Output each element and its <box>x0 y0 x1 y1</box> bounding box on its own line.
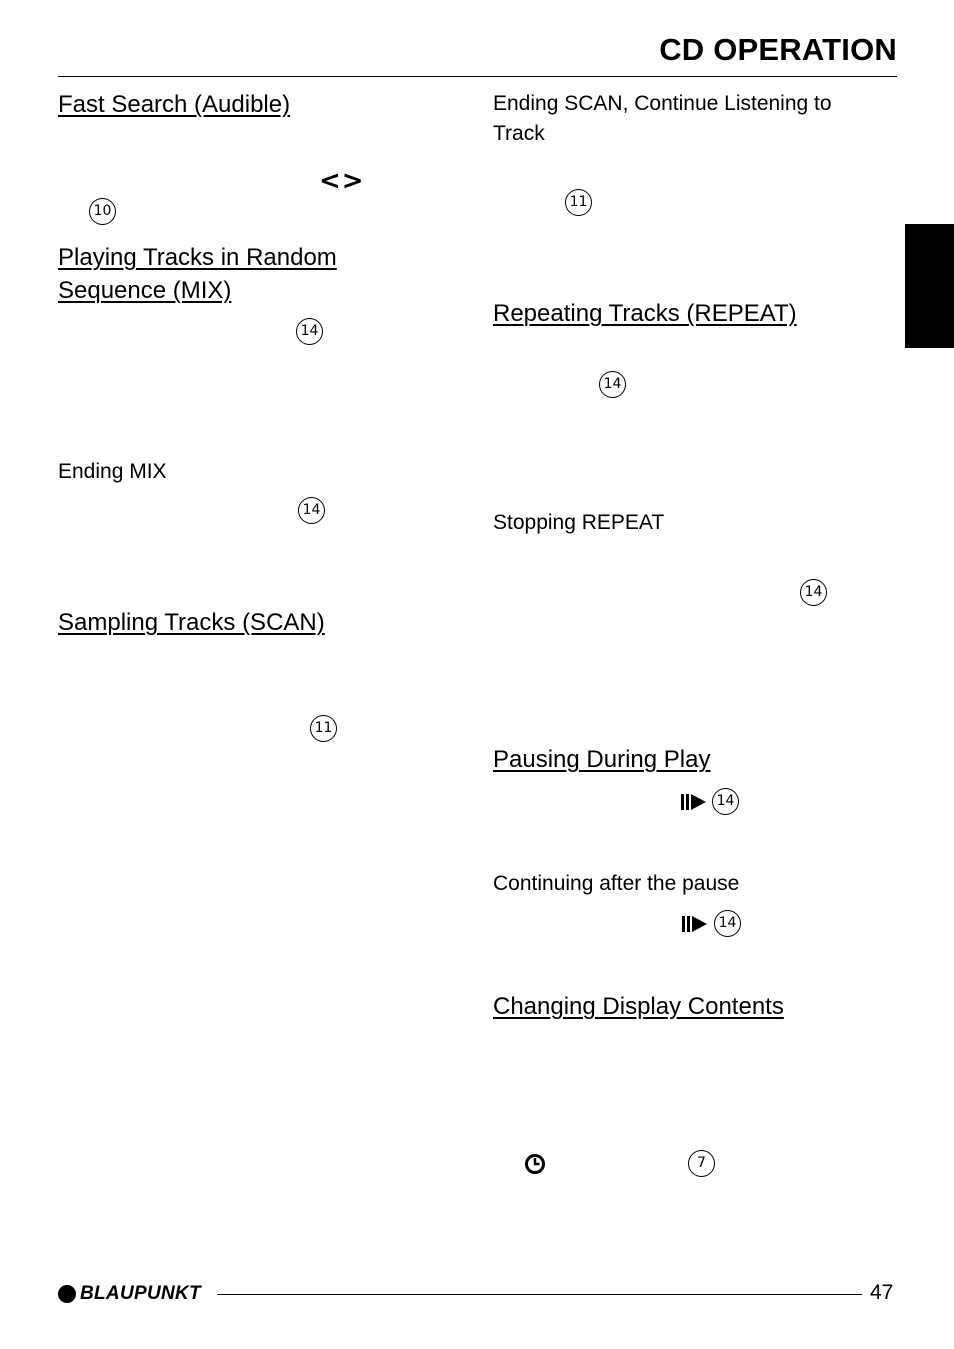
button-number-badge: 11 <box>565 189 592 216</box>
button-number-badge: 14 <box>298 497 325 524</box>
display-heading: Changing Display Contents <box>493 993 784 1020</box>
brand-name: BLAUPUNKT <box>80 1283 201 1304</box>
button-number-badge: 10 <box>89 198 116 225</box>
mix-heading-line1: Playing Tracks in Random <box>58 244 337 271</box>
clock-icon <box>524 1153 546 1175</box>
stop-repeat-heading: Stopping REPEAT <box>493 511 665 534</box>
page-title: CD OPERATION <box>659 32 897 67</box>
play-pause-icon <box>681 793 707 811</box>
ending-mix-heading: Ending MIX <box>58 460 167 483</box>
side-tab-marker <box>905 224 954 348</box>
ending-scan-heading-line2: Track <box>493 122 545 145</box>
pause-heading: Pausing During Play <box>493 746 711 773</box>
repeat-heading: Repeating Tracks (REPEAT) <box>493 300 797 327</box>
button-number-badge: 14 <box>800 579 827 606</box>
button-number-badge: 14 <box>714 910 741 937</box>
footer-divider <box>217 1294 862 1295</box>
ending-scan-heading-line1: Ending SCAN, Continue Listening to <box>493 92 832 115</box>
seek-arrows-icon: <> <box>319 166 365 196</box>
button-number-badge: 11 <box>310 715 337 742</box>
play-pause-icon <box>682 915 708 933</box>
logo-dot-icon <box>58 1285 76 1303</box>
button-number-badge: 7 <box>688 1150 715 1177</box>
button-number-badge: 14 <box>712 788 739 815</box>
button-number-badge: 14 <box>599 371 626 398</box>
brand-logo <box>58 1284 201 1304</box>
button-number-badge: 14 <box>296 318 323 345</box>
mix-heading-line2: Sequence (MIX) <box>58 277 232 304</box>
scan-heading: Sampling Tracks (SCAN) <box>58 609 325 636</box>
fast-search-heading: Fast Search (Audible) <box>58 91 291 118</box>
top-divider <box>58 76 897 77</box>
page-number: 47 <box>870 1281 894 1304</box>
continue-heading: Continuing after the pause <box>493 872 740 895</box>
